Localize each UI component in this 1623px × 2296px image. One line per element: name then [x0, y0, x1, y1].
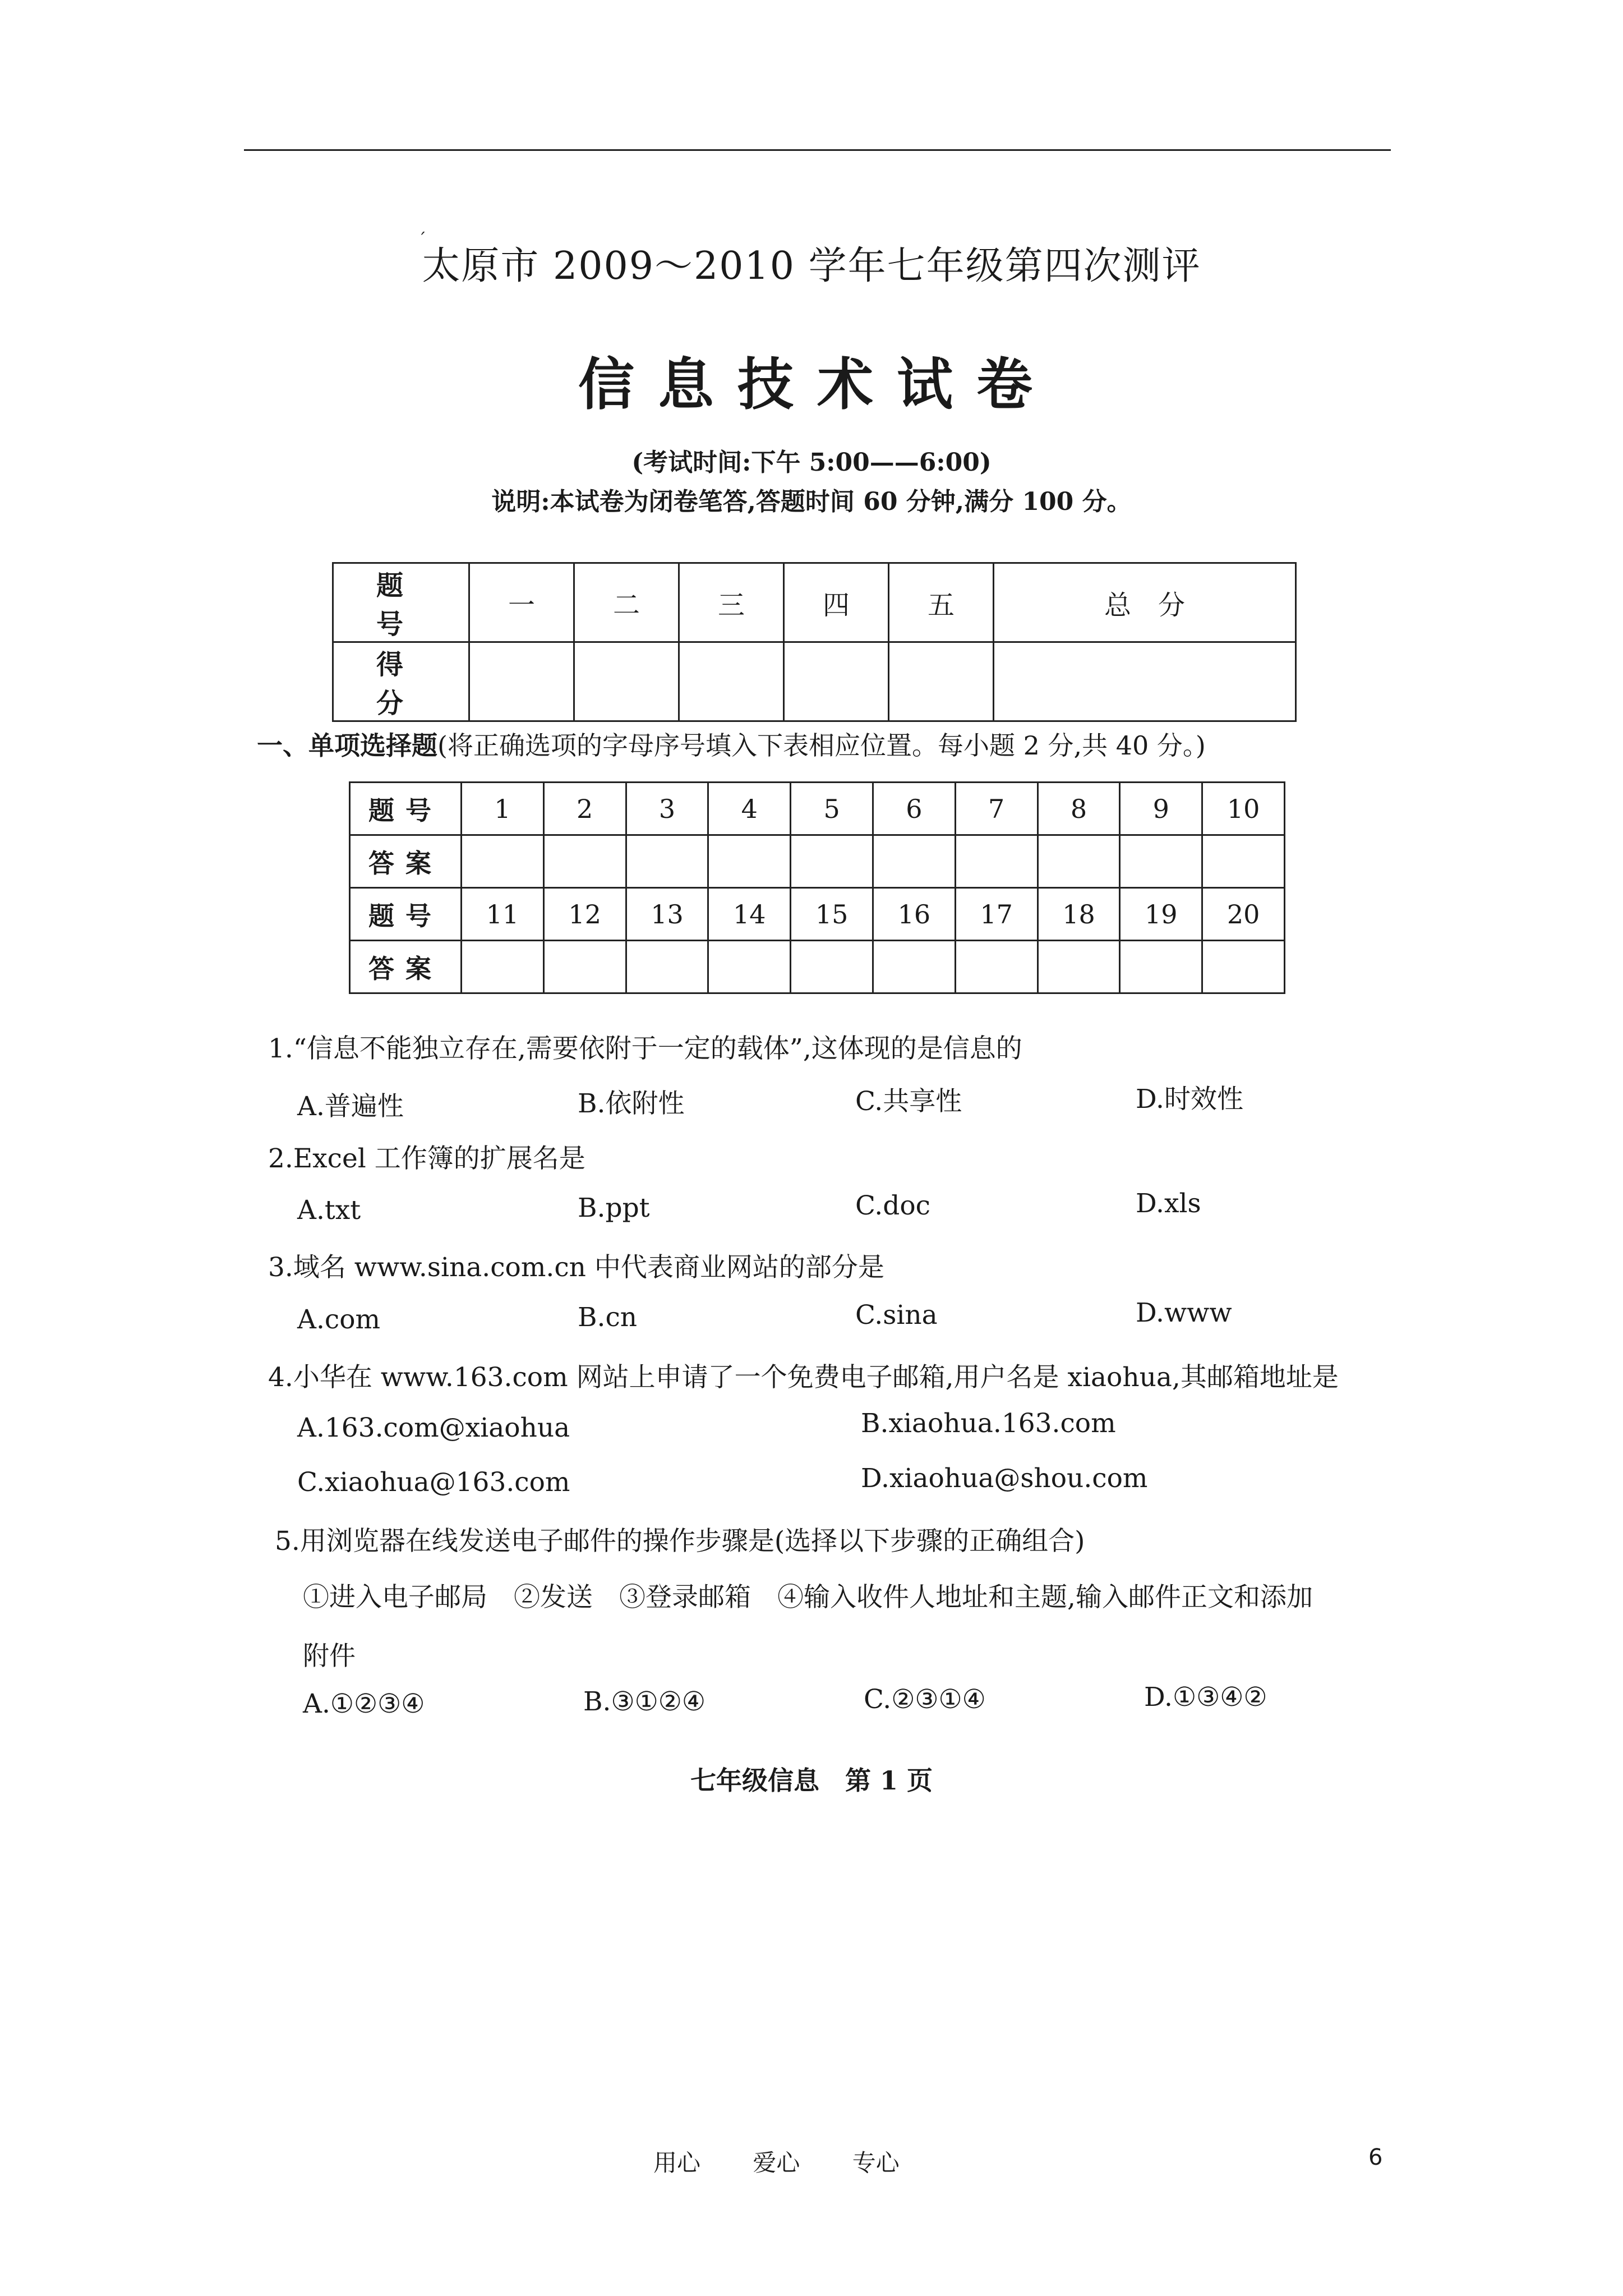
score-cell[interactable]	[889, 642, 994, 721]
section1-heading	[257, 725, 1206, 762]
answer-num: 16	[873, 888, 955, 941]
answer-row-1	[350, 835, 1285, 888]
footer-motto: 用心 爱心 专心	[653, 2149, 900, 2177]
answer-cell[interactable]	[791, 941, 873, 993]
question-1-option-b: B.依附性	[578, 1088, 685, 1119]
question-3-option-a: A.com	[297, 1304, 381, 1335]
question-4-option-d: D.xiaohua@shou.com	[861, 1463, 1148, 1494]
score-cell[interactable]	[574, 642, 679, 721]
score-header-5: 五	[889, 563, 994, 642]
answer-num: 15	[791, 888, 873, 941]
answer-num: 19	[1120, 888, 1202, 941]
answer-num: 9	[1120, 783, 1202, 835]
score-table-header-row	[333, 563, 1296, 642]
score-header-total: 总 分	[994, 563, 1296, 642]
answer-num: 17	[955, 888, 1038, 941]
answer-num: 1	[462, 783, 544, 835]
answer-num-label: 题号	[350, 783, 462, 835]
question-4-option-a: A.163.com@xiaohua	[297, 1412, 570, 1443]
answer-cell[interactable]	[543, 835, 626, 888]
answer-num: 8	[1038, 783, 1120, 835]
score-header-4: 四	[784, 563, 889, 642]
question-5-steps-line-2: 附件	[303, 1641, 356, 1672]
answer-num: 18	[1038, 888, 1120, 941]
question-2-option-d: D.xls	[1136, 1188, 1201, 1219]
score-cell[interactable]	[784, 642, 889, 721]
answer-label: 答案	[350, 941, 462, 993]
answer-num: 14	[708, 888, 791, 941]
score-table	[332, 562, 1297, 722]
answer-cell[interactable]	[1202, 835, 1285, 888]
answer-cell[interactable]	[873, 941, 955, 993]
answer-table	[349, 781, 1285, 994]
score-table-score-row	[333, 642, 1296, 721]
answer-num-row-2	[350, 888, 1285, 941]
answer-cell[interactable]	[955, 835, 1038, 888]
question-5-option-a: A.①②③④	[303, 1688, 425, 1719]
answer-cell[interactable]	[1120, 835, 1202, 888]
answer-cell[interactable]	[955, 941, 1038, 993]
answer-num-row-1	[350, 783, 1285, 835]
question-4-option-c: C.xiaohua@163.com	[297, 1467, 570, 1498]
question-2-option-b: B.ppt	[578, 1193, 650, 1223]
answer-label: 答案	[350, 835, 462, 888]
answer-num: 20	[1202, 888, 1285, 941]
score-header-1: 一	[469, 563, 574, 642]
answer-cell[interactable]	[1120, 941, 1202, 993]
answer-cell[interactable]	[1202, 941, 1285, 993]
answer-cell[interactable]	[462, 835, 544, 888]
score-header-label: 题 号	[333, 563, 469, 642]
page-label: 七年级信息 第 1 页	[690, 1765, 933, 1796]
exam-title: 信息技术试卷	[578, 351, 1056, 417]
answer-cell[interactable]	[791, 835, 873, 888]
answer-cell[interactable]	[708, 835, 791, 888]
answer-num: 7	[955, 783, 1038, 835]
answer-num: 6	[873, 783, 955, 835]
answer-cell[interactable]	[626, 835, 708, 888]
exam-time: (考试时间:下午 5:00——6:00)	[631, 448, 992, 477]
answer-cell[interactable]	[873, 835, 955, 888]
top-rule	[244, 149, 1391, 151]
answer-cell[interactable]	[1038, 835, 1120, 888]
answer-num-label: 题号	[350, 888, 462, 941]
score-header-2: 二	[574, 563, 679, 642]
question-3-stem: 3.域名 www.sina.com.cn 中代表商业网站的部分是	[268, 1252, 884, 1283]
section1-title: 一、单项选择题	[257, 730, 437, 761]
scan-mark: ˊ	[418, 230, 426, 250]
answer-cell[interactable]	[1038, 941, 1120, 993]
page-number: 6	[1368, 2145, 1383, 2170]
question-2-stem: 2.Excel 工作簿的扩展名是	[268, 1143, 585, 1174]
question-3-option-d: D.www	[1136, 1297, 1232, 1328]
question-3-option-b: B.cn	[578, 1302, 638, 1333]
score-cell[interactable]	[994, 642, 1296, 721]
answer-num: 4	[708, 783, 791, 835]
answer-cell[interactable]	[462, 941, 544, 993]
question-5-option-c: C.②③①④	[864, 1684, 986, 1715]
question-2-option-a: A.txt	[297, 1195, 361, 1226]
exam-subtitle: 太原市 2009～2010 学年七年级第四次测评	[422, 244, 1201, 288]
answer-num: 13	[626, 888, 708, 941]
question-1-option-a: A.普遍性	[297, 1091, 404, 1122]
answer-num: 10	[1202, 783, 1285, 835]
section1-desc: (将正确选项的字母序号填入下表相应位置。每小题 2 分,共 40 分。)	[437, 730, 1206, 761]
score-row-label: 得 分	[333, 642, 469, 721]
question-3-option-c: C.sina	[855, 1300, 938, 1331]
question-4-option-b: B.xiaohua.163.com	[861, 1408, 1116, 1439]
answer-row-2	[350, 941, 1285, 993]
question-1-stem: 1.“信息不能独立存在,需要依附于一定的载体”,这体现的是信息的	[268, 1033, 1022, 1064]
answer-num: 2	[543, 783, 626, 835]
question-2-option-c: C.doc	[855, 1190, 930, 1221]
score-cell[interactable]	[469, 642, 574, 721]
question-5-stem: 5.用浏览器在线发送电子邮件的操作步骤是(选择以下步骤的正确组合)	[275, 1526, 1085, 1557]
score-cell[interactable]	[679, 642, 784, 721]
answer-num: 11	[462, 888, 544, 941]
answer-cell[interactable]	[708, 941, 791, 993]
question-1-option-c: C.共享性	[855, 1086, 962, 1117]
question-5-option-b: B.③①②④	[583, 1686, 706, 1717]
answer-num: 3	[626, 783, 708, 835]
question-4-stem: 4.小华在 www.163.com 网站上申请了一个免费电子邮箱,用户名是 xiaohua,其邮箱地址是	[268, 1362, 1339, 1393]
exam-instructions: 说明:本试卷为闭卷笔答,答题时间 60 分钟,满分 100 分。	[491, 487, 1132, 516]
answer-cell[interactable]	[626, 941, 708, 993]
score-header-3: 三	[679, 563, 784, 642]
question-1-option-d: D.时效性	[1136, 1084, 1243, 1115]
answer-num: 5	[791, 783, 873, 835]
answer-num: 12	[543, 888, 626, 941]
answer-cell[interactable]	[543, 941, 626, 993]
question-5-option-d: D.①③④②	[1144, 1682, 1267, 1713]
question-5-steps-line-1: ①进入电子邮局 ②发送 ③登录邮箱 ④输入收件人地址和主题,输入邮件正文和添加	[303, 1582, 1313, 1613]
